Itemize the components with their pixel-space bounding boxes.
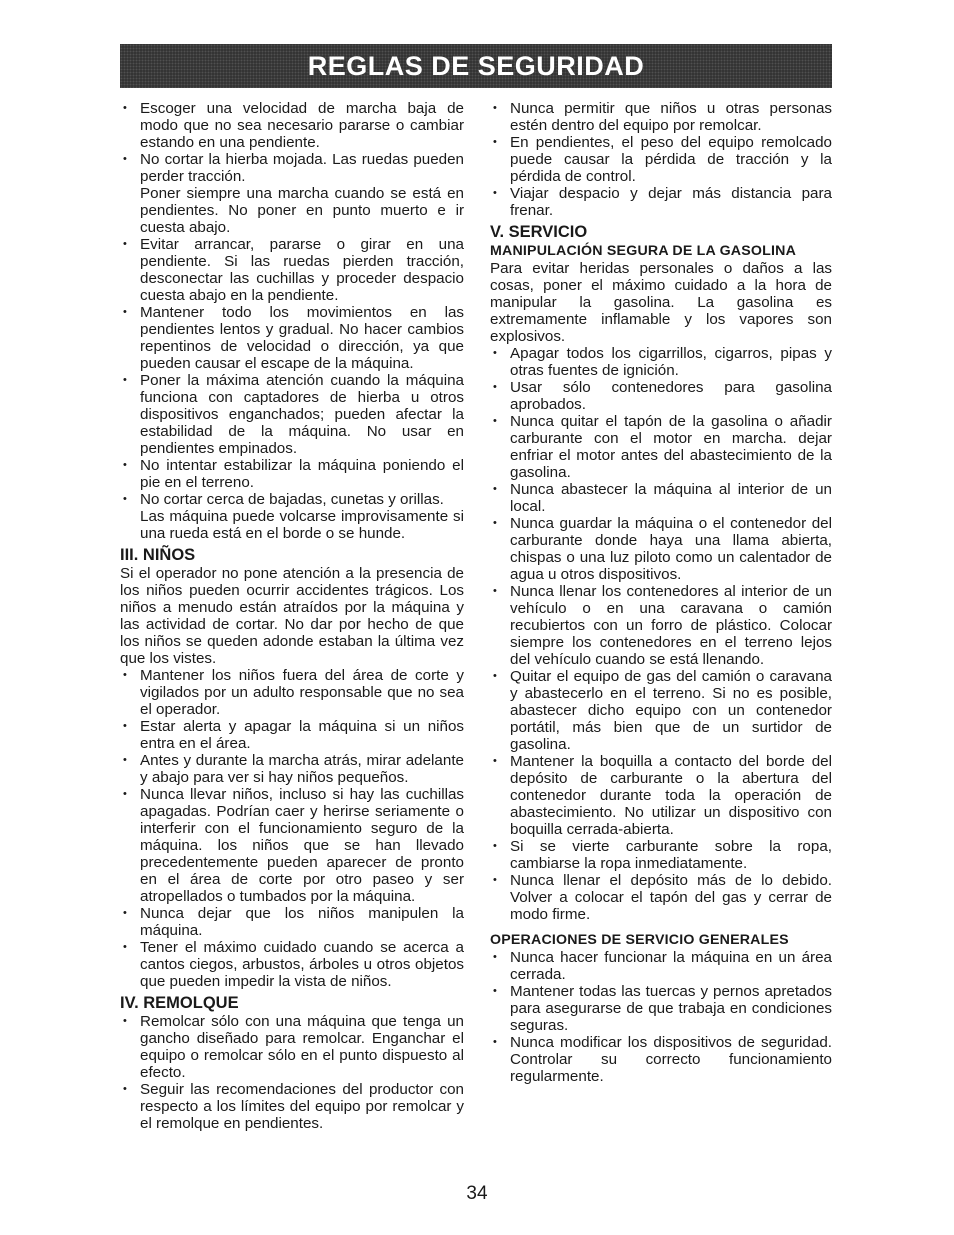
list-item: • Nunca abastecer la máquina al interior de un local. [490,481,832,515]
list-item: • Mantener todo los movimientos en las pendientes lentos y gradual. No hacer cambios repentinos de velocidad o dirección, ya que pueden causar el escape de la máquina. [120,304,464,372]
list-item: • Mantener los niños fuera del área de corte y vigilados por un adulto responsable que no sea el operador. [120,667,464,718]
list-item: • Escoger una velocidad de marcha baja de modo que no sea necesario pararse o cambiar estando en una pendiente. [120,100,464,151]
page-title: REGLAS DE SEGURIDAD [307,50,645,81]
section-intro-ninos: Si el operador no pone atención a la presencia de los niños pueden ocurrir accidentes trágicos. Los niños a menudo están atraídos por la máquina y las actividad de cortar. No dar por hecho de que los niños se queden adonde estaban la última vez que los vistes. [120,565,464,667]
list-item: • Quitar el equipo de gas del camión o caravana y abastecerlo en el terreno. Si no es posible, abastecer dicho equipo con un contenedor portátil, más bien que de un surtidor de gasolina. [490,668,832,753]
section-heading-servicio: V. SERVICIO [490,223,588,241]
list-item: • Nunca modificar los dispositivos de seguridad. Controlar su correcto funcionamiento regularmente. [490,1034,832,1085]
list-item: • Nunca llevar niños, incluso si hay las cuchillas apagadas. Podrían caer y herirse seriamente o interferir con el funcionamiento seguro de la máquina. los niños que se han llevado precedentemente pueden aparecer de pronto en el área de corte por otro paseo y ser atropellados o tumbados por la máquina. [120,786,464,905]
remolque-bullet-list [120,1013,464,1132]
list-item: • Nunca llenar los contenedores al interior de un vehículo o en una caravana o camión recubiertos con un forro de plástico. Colocar siempre los contenedores en el terreno lejos del vehículo cuando se está llenando. [490,583,832,668]
left-column [120,100,464,1132]
remolque-continued-list [490,100,832,219]
list-item: • No cortar cerca de bajadas, cunetas y orillas. Las máquina puede volcarse improvisamente si una rueda está en el borde o se hunde. [120,491,464,542]
list-item: • No cortar la hierba mojada. Las ruedas pueden perder tracción. Poner siempre una marcha cuando se está en pendientes. No poner en punto muerto e ir cuesta abajo. [120,151,464,236]
subheading-operaciones: OPERACIONES DE SERVICIO GENERALES [490,932,789,948]
list-item: • En pendientes, el peso del equipo remolcado puede causar la pérdida de tracción y la pérdida de control. [490,134,832,185]
page-banner [120,44,832,88]
gasolina-intro: Para evitar heridas personales o daños a las cosas, poner el máximo cuidado a la hora de manipular la gasolina. La gasolina es extremamente inflamable y los vapores son explosivos. [490,260,832,345]
list-item: • Nunca guardar la máquina o el contenedor del carburante donde haya una llama abierta, chispas o una luz piloto como un calentador de agua u otros dispositivos. [490,515,832,583]
list-item: • Nunca permitir que niños u otras personas estén dentro del equipo por remolcar. [490,100,832,134]
list-item: • Usar sólo contenedores para gasolina aprobados. [490,379,832,413]
list-item: • Tener el máximo cuidado cuando se acerca a cantos ciegos, arbustos, árboles u otros objetos que pueden impedir la vista de niños. [120,939,464,990]
right-column [490,100,832,1085]
ninos-bullet-list [120,667,464,990]
list-item: • Mantener la boquilla a contacto del borde del depósito de carburante o la abertura del contenedor durante toda la operación de abastecimiento. No utilizar un dispositivo con boquilla cerrada-abierta. [490,753,832,838]
list-item: • Antes y durante la marcha atrás, mirar adelante y abajo para ver si hay niños pequeños. [120,752,464,786]
list-item: • Remolcar sólo con una máquina que tenga un gancho diseñado para remolcar. Enganchar el equipo o remolcar sólo en el punto dispuesto al efecto. [120,1013,464,1081]
list-item: • Seguir las recomendaciones del productor con respecto a los límites del equipo por remolcar y el remolque en pendientes. [120,1081,464,1132]
list-item: • Si se vierte carburante sobre la ropa, cambiarse la ropa inmediatamente. [490,838,832,872]
page-number: 34 [466,1183,488,1204]
gasolina-bullet-list [490,345,832,923]
list-item: • Apagar todos los cigarrillos, cigarros, pipas y otras fuentes de ignición. [490,345,832,379]
section-heading-remolque: IV. REMOLQUE [120,994,239,1012]
list-item: • Nunca llenar el depósito más de lo debido. Volver a colocar el tapón del gas y cerrar de modo firme. [490,872,832,923]
list-item-continuation: Las máquina puede volcarse improvisamente si una rueda está en el borde o se hunde. [140,508,464,542]
subheading-gasolina: MANIPULACIÓN SEGURA DE LA GASOLINA [490,243,797,259]
list-item-continuation: Poner siempre una marcha cuando se está en pendientes. No poner en punto muerto e ir cuesta abajo. [140,185,464,236]
list-item: • Mantener todas las tuercas y pernos apretados para asegurarse de que trabaja en condiciones seguras. [490,983,832,1034]
list-item: • Estar alerta y apagar la máquina si un niños entra en el área. [120,718,464,752]
list-item: • Evitar arrancar, pararse o girar en una pendiente. Si las ruedas pierden tracción, desconectar las cuchillas y proceder despacio cuesta abajo en la pendiente. [120,236,464,304]
list-item: • Viajar despacio y dejar más distancia para frenar. [490,185,832,219]
list-item: • No intentar estabilizar la máquina poniendo el pie en el terreno. [120,457,464,491]
operaciones-bullet-list [490,949,832,1085]
list-item: • Nunca dejar que los niños manipulen la máquina. [120,905,464,939]
section-heading-ninos: III. NIÑOS [120,546,196,564]
list-item: • Poner la máxima atención cuando la máquina funciona con captadores de hierba u otros dispositivos enganchados; pueden afectar la estabilidad de la máquina. No usar en pendientes empinados. [120,372,464,457]
list-item: • Nunca hacer funcionar la máquina en un área cerrada. [490,949,832,983]
slope-bullet-list [120,100,464,542]
list-item: • Nunca quitar el tapón de la gasolina o añadir carburante con el motor en marcha. dejar enfriar el motor antes del abastecimiento de la gasolina. [490,413,832,481]
